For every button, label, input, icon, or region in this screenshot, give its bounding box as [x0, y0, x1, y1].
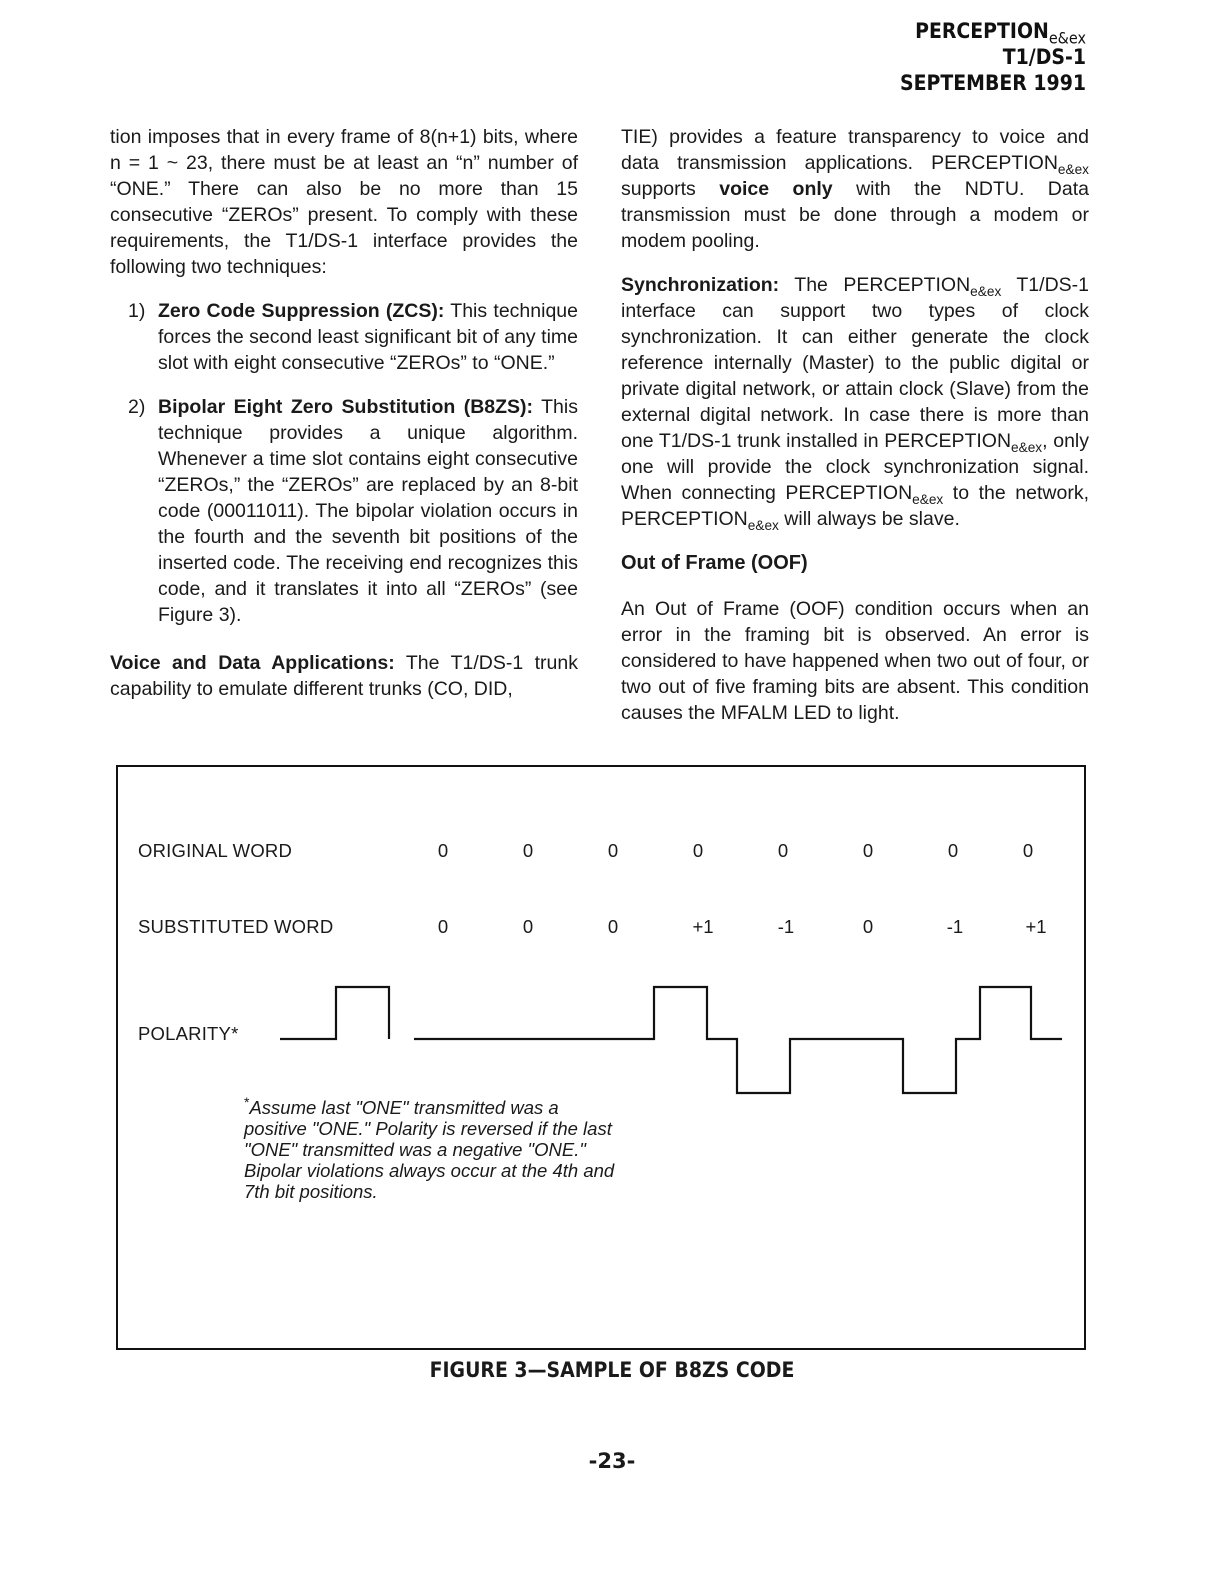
substituted-bit: -1 [946, 916, 964, 937]
polarity-waveform [118, 767, 1084, 1107]
substituted-bit: -1 [777, 916, 795, 937]
original-bit: 0 [692, 840, 704, 861]
list-item-b8zs: 2) Bipolar Eight Zero Substitution (B8ZS): This technique provides a unique algorithm. Whenever a time slot contains eight consecutive “ZEROs,” the “ZEROs” are replaced by an 8-bit code (00011011). The bipolar violation occurs in the fourth and the seventh bit positions of the inserted code. The receiving end recognizes this code, and it translates it into all “ZEROs” (see Figure 3). [128, 396, 578, 626]
substituted-bit: +1 [692, 916, 714, 937]
substituted-bit: 0 [522, 916, 534, 937]
oof-paragraph: An Out of Frame (OOF) condition occurs when an error in the framing bit is observed. An error is considered to have happened when two out of four, or two out of five framing bits are absent. This condition causes the MFALM LED to light. [621, 598, 1089, 724]
substituted-bit: 0 [437, 916, 449, 937]
zcs-text: This technique forces the second least significant bit of any time slot with eight consecutive “ZEROs” to “ONE.” [158, 300, 578, 374]
oof-heading: Out of Frame (OOF) [621, 552, 808, 574]
figure-b8zs [116, 765, 1086, 1350]
original-bit: 0 [777, 840, 789, 861]
header-date: SEPTEMBER 1991 [900, 71, 1086, 95]
right-column [621, 124, 1089, 744]
page-number: -23- [588, 1449, 636, 1473]
list-item-zcs: 1) Zero Code Suppression (ZCS): This technique forces the second least significant bit of any time slot with eight consecutive “ZEROs” to “ONE.” [128, 300, 578, 374]
b8zs-violation-waveform [414, 987, 1062, 1093]
synchronization-paragraph: Synchronization: The $PERCEPTION_{e\&ex}$ T1/DS-1 interface can support two types of clock synchronization. It can either generate the clock reference internally (Master) to the public digital or private digital network, or attain clock (Slave) from the external digital network. In case there is more than one T1/DS-1 trunk installed in $PERCEPTION_{e\&ex}$, only one will provide the clock synchronization signal. When connecting $PERCEPTION_{e\&ex}$ to the network, $PERCEPTION_{e\&ex}$ will always be slave. [621, 274, 1090, 533]
voice-data-paragraph: Voice and Data Applications: The T1/DS-1 trunk capability to emulate different trunks (CO, DID, [110, 652, 578, 700]
substituted-bit: +1 [1025, 916, 1047, 937]
page-header [900, 18, 1086, 96]
original-bit: 0 [862, 840, 874, 861]
voice-data-title: Voice and Data Applications: [110, 652, 395, 674]
synchronization-title: Synchronization: [621, 274, 780, 296]
left-column [110, 124, 578, 720]
substituted-bit: 0 [607, 916, 619, 937]
b8zs-title: Bipolar Eight Zero Substitution (B8ZS): [158, 396, 534, 418]
zcs-title: Zero Code Suppression (ZCS): [158, 300, 445, 322]
technique-list [110, 298, 578, 628]
substituted-bit: 0 [862, 916, 874, 937]
original-bit: 0 [522, 840, 534, 861]
original-word-label: ORIGINAL WORD [138, 840, 293, 861]
polarity-footnote: *Assume last "ONE" transmitted was a positive "ONE." Polarity is reversed if the last "ONE" transmitted was a negative "ONE." Bipolar violations always occur at the 4th and 7th bit positions. [244, 1094, 615, 1202]
original-bit: 0 [607, 840, 619, 861]
polarity-label: POLARITY* [138, 1023, 239, 1044]
intro-paragraph: tion imposes that in every frame of 8(n+1) bits, where n = 1 ~ 23, there must be at least an “n” number of “ONE.” There can also be no more than 15 consecutive “ZEROs” present. To comply with these requirements, the T1/DS-1 interface provides the following two techniques: [110, 126, 578, 278]
substituted-word-label: SUBSTITUTED WORD [138, 916, 334, 937]
header-product: $PERCEPTION_{e\&ex}$ [915, 19, 1086, 48]
previous-one-pulse [280, 987, 389, 1039]
b8zs-text: This technique provides a unique algorithm. Whenever a time slot contains eight consecutive “ZEROs,” the “ZEROs” are replaced by an 8-bit code (00011011). The bipolar violation occurs in the fourth and the seventh bit positions of the inserted code. The receiving end recognizes this code, and it translates it into all “ZEROs” (see Figure 3). [158, 396, 578, 626]
header-section: T1/DS-1 [1002, 45, 1086, 69]
original-bit: 0 [947, 840, 959, 861]
original-bit: 0 [1022, 840, 1034, 861]
continued-paragraph: TIE) provides a feature transparency to voice and data transmission applications. $PERCEPTION_{e\&ex}$ supports voice only with the NDTU. Data transmission must be done through a modem or modem pooling. [621, 126, 1089, 252]
original-bit: 0 [437, 840, 449, 861]
figure-caption: FIGURE 3—SAMPLE OF B8ZS CODE [429, 1358, 795, 1382]
